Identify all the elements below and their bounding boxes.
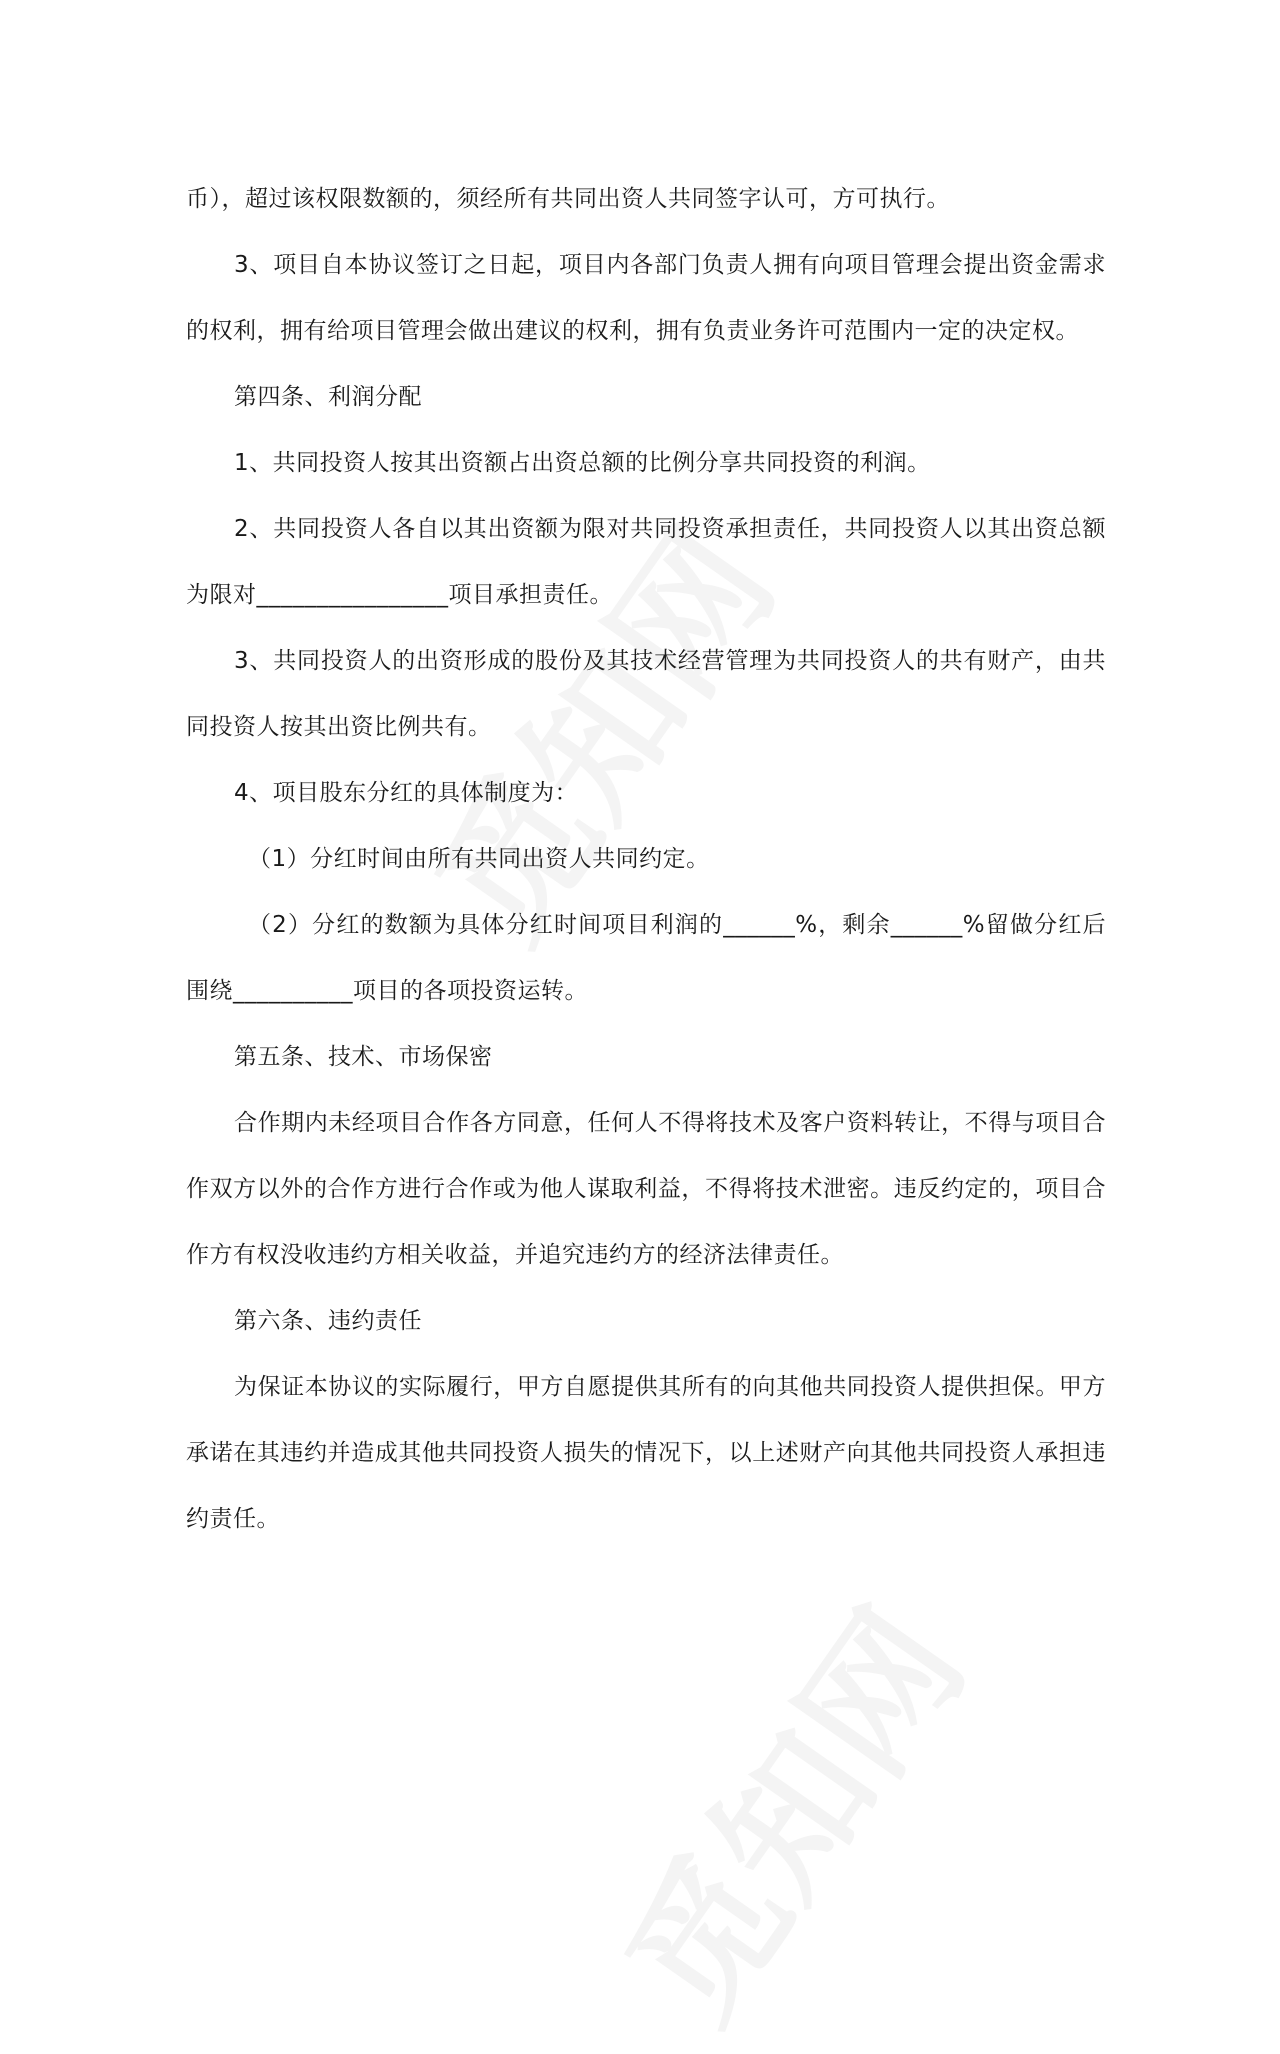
paragraph: 4、项目股东分红的具体制度为： — [234, 780, 579, 806]
paragraph: 合作期内未经项目合作各方同意，任何人不得将技术及客户资料转让，不得与项目合作双方以外的合作方进行合作或为他人谋取利益，不得将技术泄密。违反约定的，项目合作方有权没收违约方相关收益，并追究违约方的经济法律责任。 — [186, 1110, 1106, 1268]
paragraph: 为保证本协议的实际履行，甲方自愿提供其所有的向其他共同投资人提供担保。甲方承诺在其违约并造成其他共同投资人损失的情况下，以上述财产向其他共同投资人承担违约责任。 — [186, 1374, 1106, 1532]
document-body — [186, 166, 1106, 1552]
section-heading: 第四条、利润分配 — [234, 384, 422, 410]
paragraph: （1）分红时间由所有共同出资人共同约定。 — [248, 846, 710, 872]
watermark — [567, 1562, 1002, 2054]
paragraph: 1、共同投资人按其出资额占出资总额的比例分享共同投资的利润。 — [234, 450, 931, 476]
section-heading: 第五条、技术、市场保密 — [234, 1044, 493, 1070]
section-heading: 第六条、违约责任 — [234, 1308, 422, 1334]
paragraph: 3、共同投资人的出资形成的股份及其技术经营管理为共同投资人的共有财产，由共同投资人按其出资比例共有。 — [186, 648, 1106, 740]
paragraph: 币），超过该权限数额的，须经所有共同出资人共同签字认可，方可执行。 — [186, 186, 950, 212]
paragraph: （2）分红的数额为具体分红时间项目利润的______%，剩余______%留做分红后围绕__________项目的各项投资运转。 — [186, 912, 1106, 1004]
paragraph: 2、共同投资人各自以其出资额为限对共同投资承担责任，共同投资人以其出资总额为限对________________项目承担责任。 — [186, 516, 1106, 608]
paragraph: 3、项目自本协议签订之日起，项目内各部门负责人拥有向项目管理会提出资金需求的权利，拥有给项目管理会做出建议的权利，拥有负责业务许可范围内一定的决定权。 — [186, 252, 1106, 344]
